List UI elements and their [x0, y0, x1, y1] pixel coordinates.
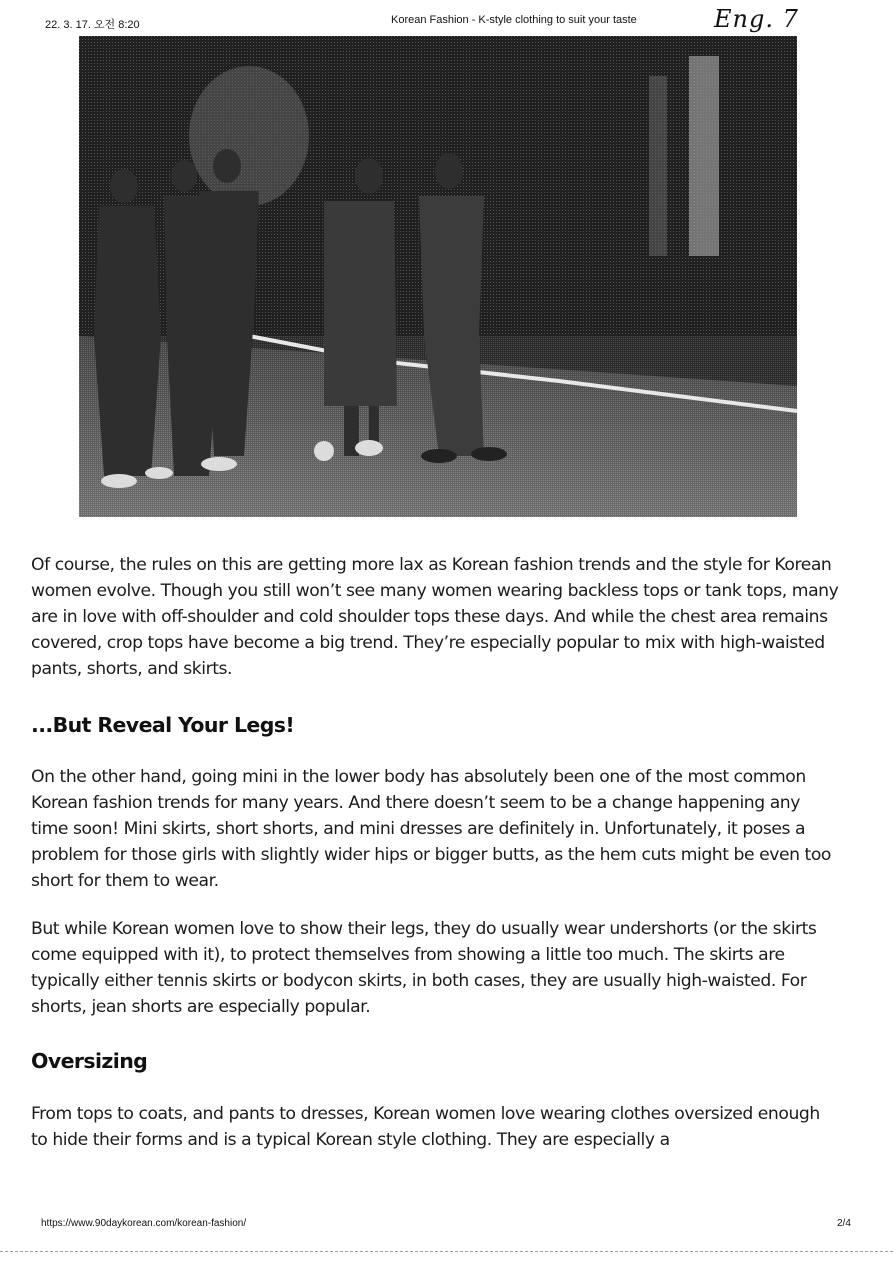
- paragraph-crop-tops: Of course, the rules on this are getting more lax as Korean fashion trends and the style for Korean women evolve. Though you still won’t see many women wearing backless tops or tank tops, many are in love with off-shoulder and cold shoulder tops these days. And while the chest area remains covered, crop tops have become a big trend. They’re especially popular to mix with high-waisted pants, shorts, and skirts.: [31, 555, 839, 679]
- print-page-title: Korean Fashion - K-style clothing to suit your taste: [391, 14, 637, 26]
- article-photo-street-fashion: [79, 36, 797, 517]
- photo-street-group-icon: [79, 36, 797, 517]
- scan-edge-divider: [0, 1251, 893, 1252]
- article-body: [31, 553, 841, 1150]
- paragraph-oversized-clothes: From tops to coats, and pants to dresses, Korean women love wearing clothes oversized enough to hide their forms and is a typical Korean style clothing. They are especially a: [31, 1104, 820, 1150]
- paragraph-undershorts: But while Korean women love to show their legs, they do usually wear undershorts (or the skirts come equipped with it), to protect themselves from showing a little too much. The skirts are typically either tennis skirts or bodycon skirts, in both cases, they are usually high-waisted. For shorts, jean shorts are especially popular.: [31, 919, 817, 1017]
- handwritten-note: Eng. 7: [712, 2, 801, 36]
- print-date-time: 22. 3. 17. 오전 8:20: [45, 19, 140, 31]
- heading-oversizing: Oversizing: [31, 1049, 148, 1073]
- paragraph-mini-skirts: On the other hand, going mini in the lower body has absolutely been one of the most common Korean fashion trends for many years. And there doesn’t seem to be a change happening any time soon! Mini skirts, short shorts, and mini dresses are definitely in. Unfortunately, it poses a problem for those girls with slightly wider hips or bigger butts, as the hem cuts might be even too short for them to wear.: [31, 767, 831, 891]
- print-source-url: https://www.90daykorean.com/korean-fashion/: [41, 1218, 247, 1229]
- print-page-number: 2/4: [837, 1218, 851, 1229]
- heading-reveal-your-legs: ...But Reveal Your Legs!: [31, 713, 295, 737]
